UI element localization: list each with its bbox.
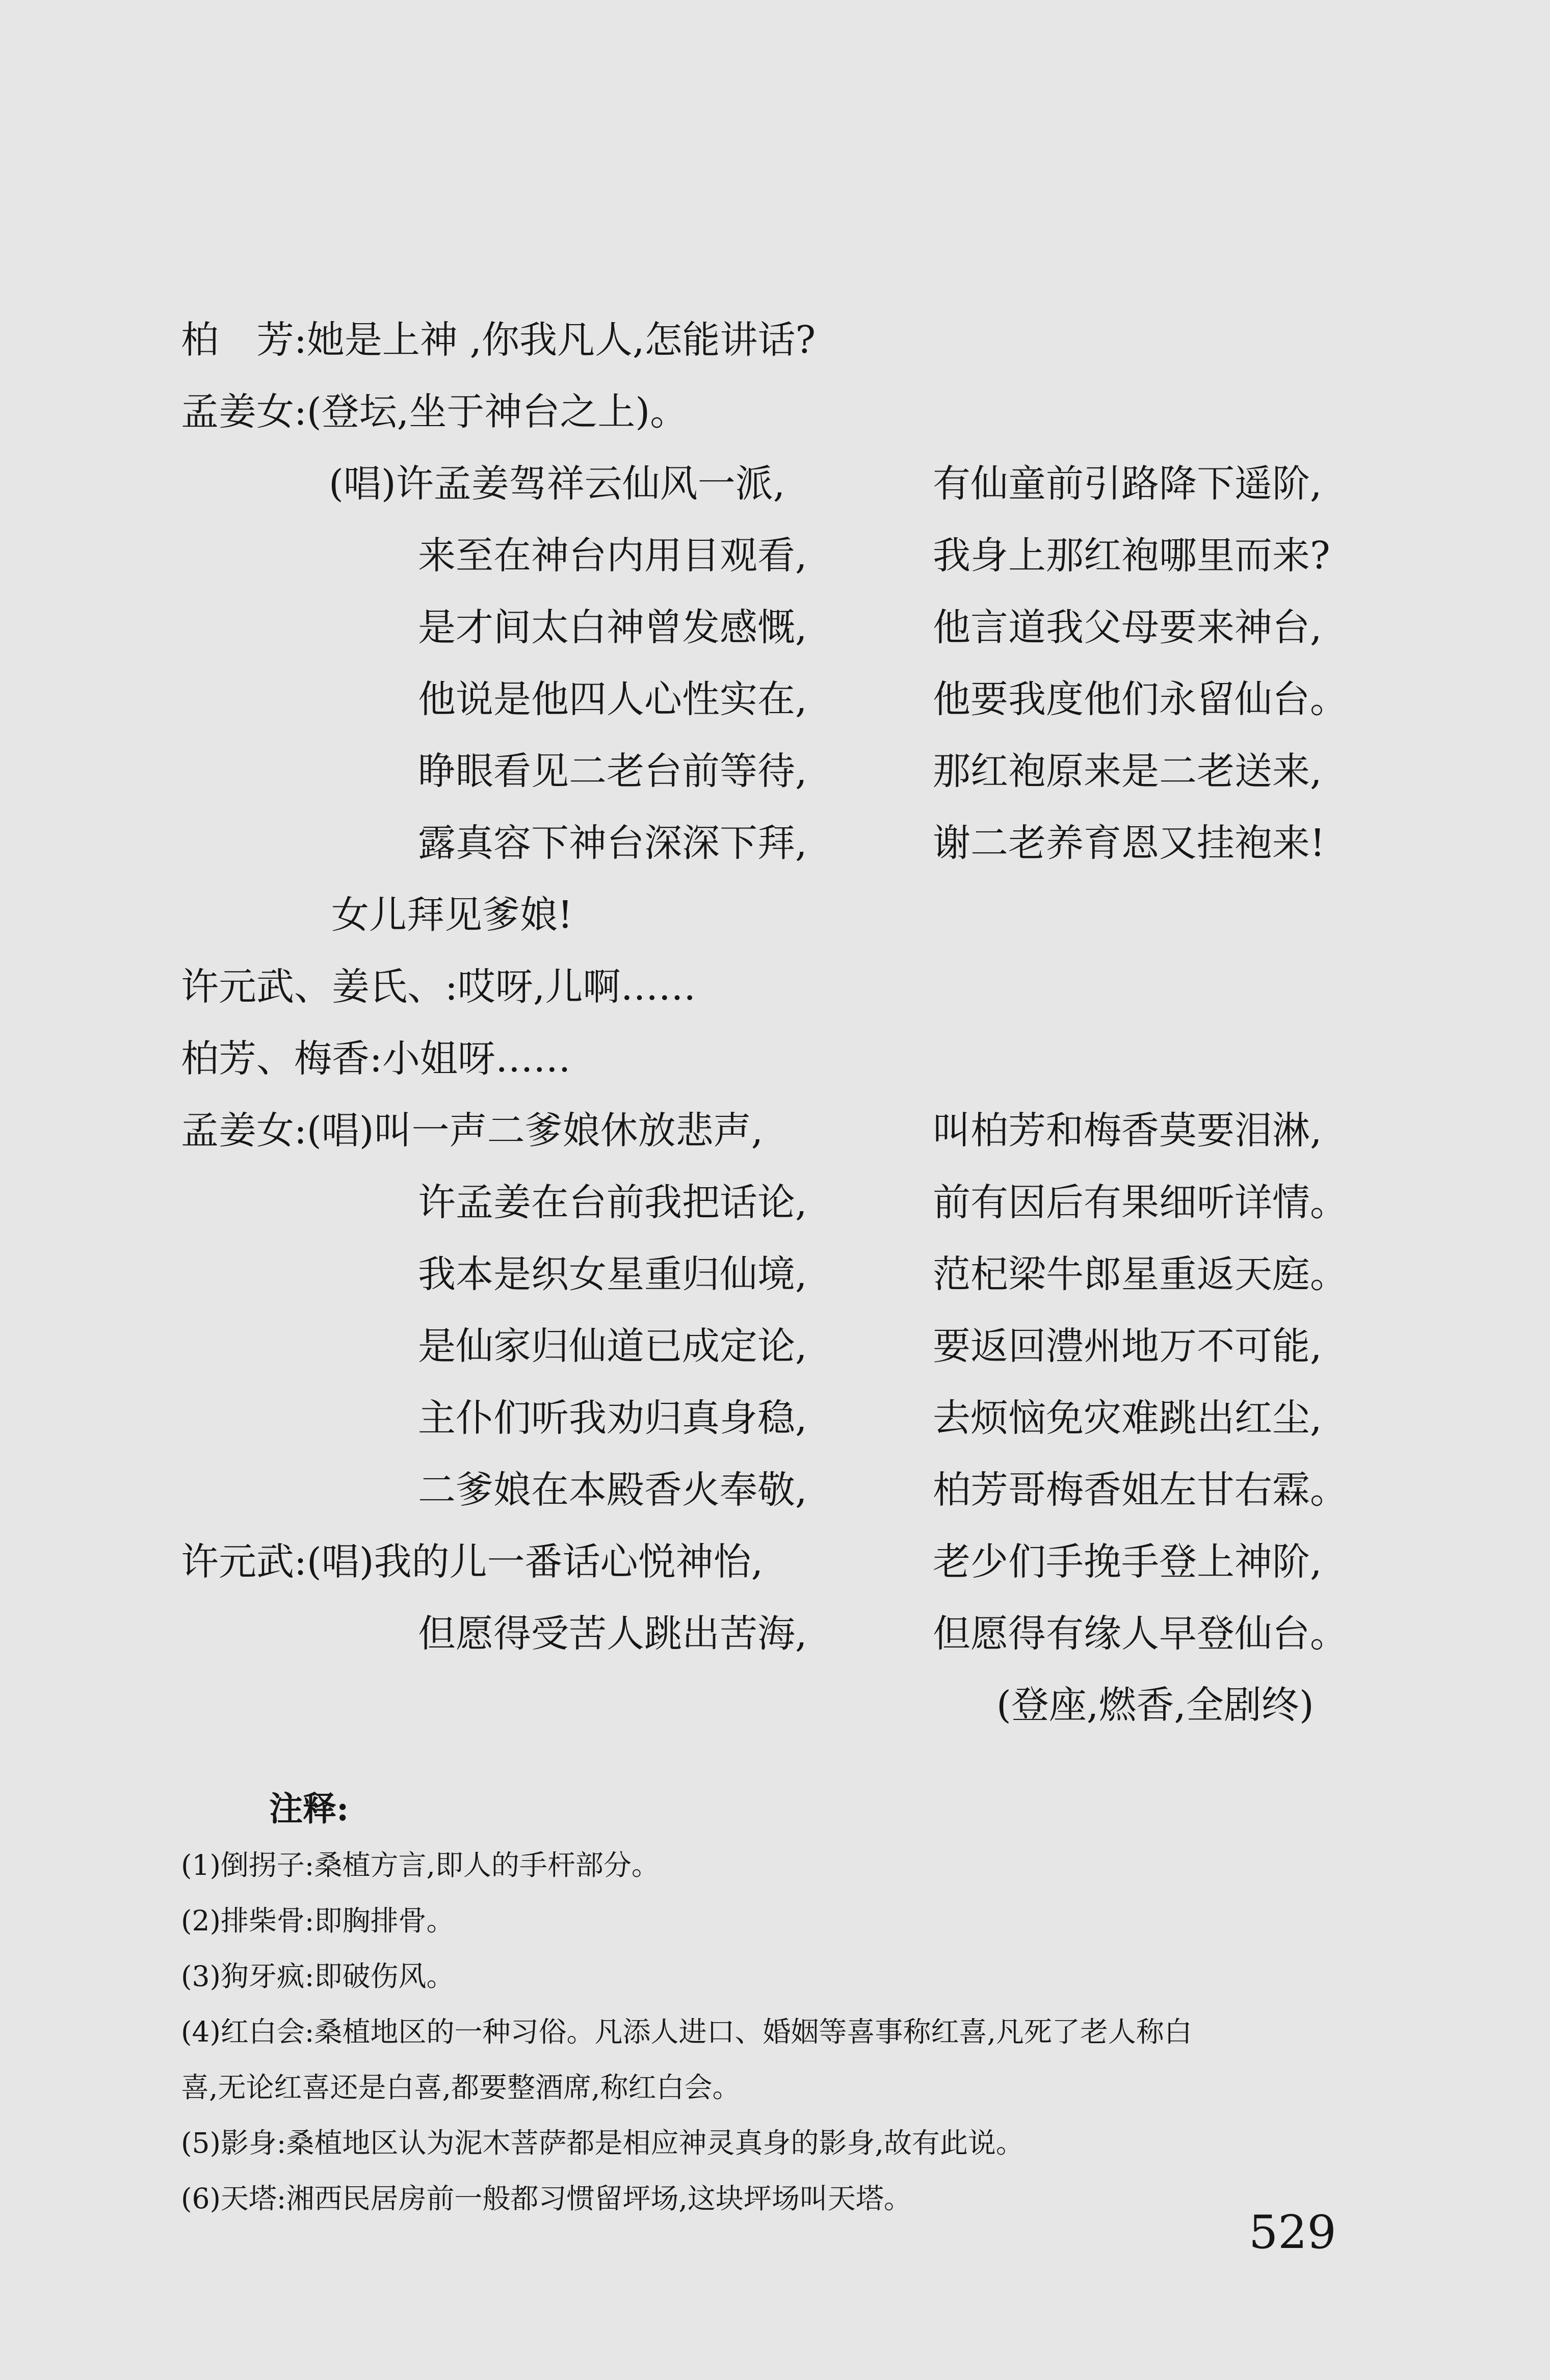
verse-right: 柏芳哥梅香姐左甘右霖。 — [933, 1468, 1348, 1512]
verse-right: 谢二老养育恩又挂袍来! — [933, 821, 1325, 865]
dialogue-line: 柏芳、梅香:小姐呀…… — [181, 1037, 571, 1081]
verse-left: 是仙家归仙道已成定论, — [418, 1324, 807, 1368]
stage-direction: (登座,燃香,全剧终) — [996, 1683, 1314, 1727]
verse-right: 但愿得有缘人早登仙台。 — [933, 1612, 1348, 1656]
verse-right: 范杞梁牛郎星重返天庭。 — [933, 1252, 1348, 1296]
verse-left: 许孟姜在台前我把话论, — [418, 1181, 807, 1224]
verse-left: 主仆们听我劝归真身稳, — [418, 1396, 807, 1440]
note-item: (1)倒拐子:桑植方言,即人的手杆部分。 — [181, 1849, 660, 1881]
note-item: (4)红白会:桑植地区的一种习俗。凡添人进口、婚姻等喜事称红喜,凡死了老人称白 — [181, 2016, 1192, 2048]
verse-right: 那红袍原来是二老送来, — [933, 749, 1322, 793]
verse-left: 我本是织女星重归仙境, — [418, 1252, 807, 1296]
note-item: (2)排柴骨:即胸排骨。 — [181, 1904, 455, 1937]
verse-left: 孟姜女:(唱)叫一声二爹娘休放悲声, — [181, 1109, 764, 1153]
note-item: (5)影身:桑植地区认为泥木菩萨都是相应神灵真身的影身,故有此说。 — [181, 2127, 1024, 2159]
dialogue-line: 许元武、姜氏、:哎呀,儿啊…… — [181, 965, 696, 1009]
verse-left: 露真容下神台深深下拜, — [418, 821, 807, 865]
verse-left: 来至在神台内用目观看, — [418, 534, 807, 578]
note-item-continuation: 喜,无论红喜还是白喜,都要整酒席,称红白会。 — [181, 2071, 741, 2104]
verse-left: 但愿得受苦人跳出苦海, — [418, 1612, 807, 1656]
verse-right: 他要我度他们永留仙台。 — [933, 677, 1348, 721]
verse-right: 老少们手挽手登上神阶, — [933, 1540, 1322, 1584]
page-number: 529 — [1249, 2206, 1336, 2259]
verse-right: 有仙童前引路降下遥阶, — [933, 462, 1322, 506]
dialogue-line: 柏 芳:她是上神 ,你我凡人,怎能讲话? — [181, 318, 816, 362]
verse-left: (唱)许孟姜驾祥云仙风一派, — [329, 462, 785, 506]
verse-left: 许元武:(唱)我的儿一番话心悦神怡, — [181, 1540, 764, 1584]
verse-right: 我身上那红袍哪里而来? — [933, 534, 1330, 578]
verse-right: 去烦恼免灾难跳出红尘, — [933, 1396, 1322, 1440]
verse-left: 是才间太白神曾发感慨, — [418, 606, 807, 649]
verse-left: 二爹娘在本殿香火奉敬, — [418, 1468, 807, 1512]
verse-right: 他言道我父母要来神台, — [933, 606, 1322, 649]
note-item: (6)天塔:湘西民居房前一般都习惯留坪场,这块坪场叫天塔。 — [181, 2182, 912, 2215]
verse-right: 要返回澧州地万不可能, — [933, 1324, 1322, 1368]
verse-left: 他说是他四人心性实在, — [418, 677, 807, 721]
note-item: (3)狗牙疯:即破伤风。 — [181, 1960, 455, 1993]
verse-right: 叫柏芳和梅香莫要泪淋, — [933, 1109, 1322, 1153]
dialogue-line: 孟姜女:(登坛,坐于神台之上)。 — [181, 390, 688, 434]
notes-heading: 注释: — [269, 1789, 349, 1828]
verse-left: 睁眼看见二老台前等待, — [418, 749, 807, 793]
verse-right: 前有因后有果细听详情。 — [933, 1181, 1348, 1224]
dialogue-line: 女儿拜见爹娘! — [331, 893, 573, 937]
